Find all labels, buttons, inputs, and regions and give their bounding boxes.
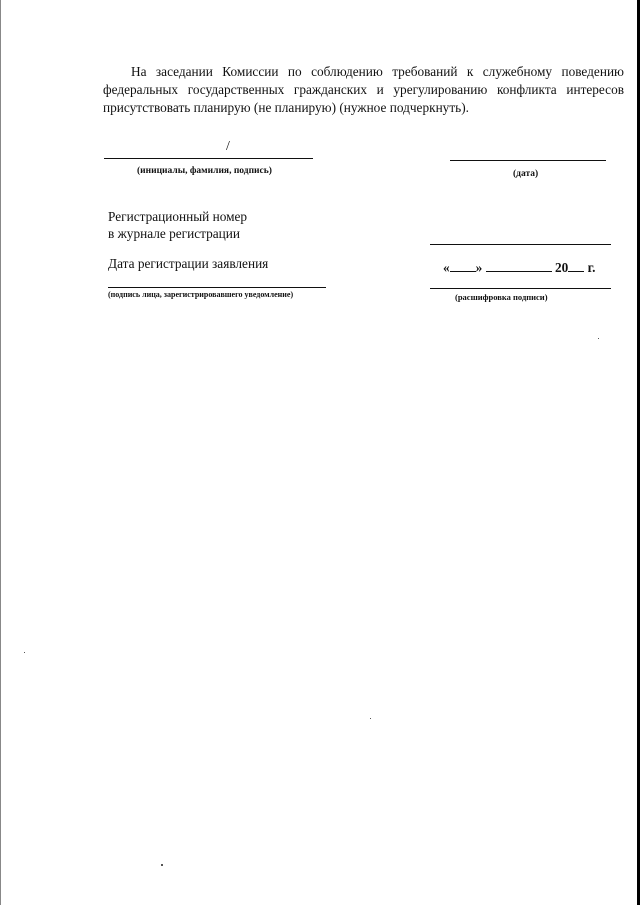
scan-speck [161, 864, 163, 866]
signature-decoding-caption: (расшифровка подписи) [455, 292, 548, 302]
year-blank [568, 258, 584, 272]
registration-number-line [430, 244, 611, 245]
registration-date-fields [443, 258, 595, 276]
year-prefix: 20 [554, 260, 569, 275]
statement-line-2: федеральных государственных гражданских и урегулированию конфликта интересов [103, 82, 624, 97]
registration-number-label-2: в журнале регистрации [108, 226, 240, 241]
scan-speck [370, 718, 371, 719]
signature-caption: (инициалы, фамилия, подпись) [137, 166, 272, 176]
scan-speck [24, 652, 25, 653]
date-caption: (дата) [513, 169, 539, 179]
registrar-signature-caption: (подпись лица, зарегистрировавшего уведомление) [108, 290, 294, 299]
statement-line-1: На заседании Комиссии по соблюдению требований к служебному поведению [131, 64, 624, 79]
registrar-signature-line [108, 287, 326, 288]
year-suffix: г. [587, 260, 596, 275]
date-line [450, 160, 606, 161]
date-open-quote: « [443, 260, 450, 275]
scan-speck [598, 338, 599, 339]
registration-date-label: Дата регистрации заявления [108, 256, 269, 271]
statement-line-3: присутствовать планирую (не планирую) (нужное подчеркнуть). [103, 100, 469, 115]
page-left-edge [0, 0, 1, 905]
day-blank [450, 258, 476, 272]
statement-paragraph [103, 63, 624, 117]
signature-line [104, 158, 313, 159]
signature-decoding-line [430, 288, 611, 289]
signature-slash: / [226, 139, 230, 154]
registration-number-label-1: Регистрационный номер [108, 209, 248, 224]
month-blank [486, 258, 552, 272]
date-close-quote: » [475, 260, 483, 275]
